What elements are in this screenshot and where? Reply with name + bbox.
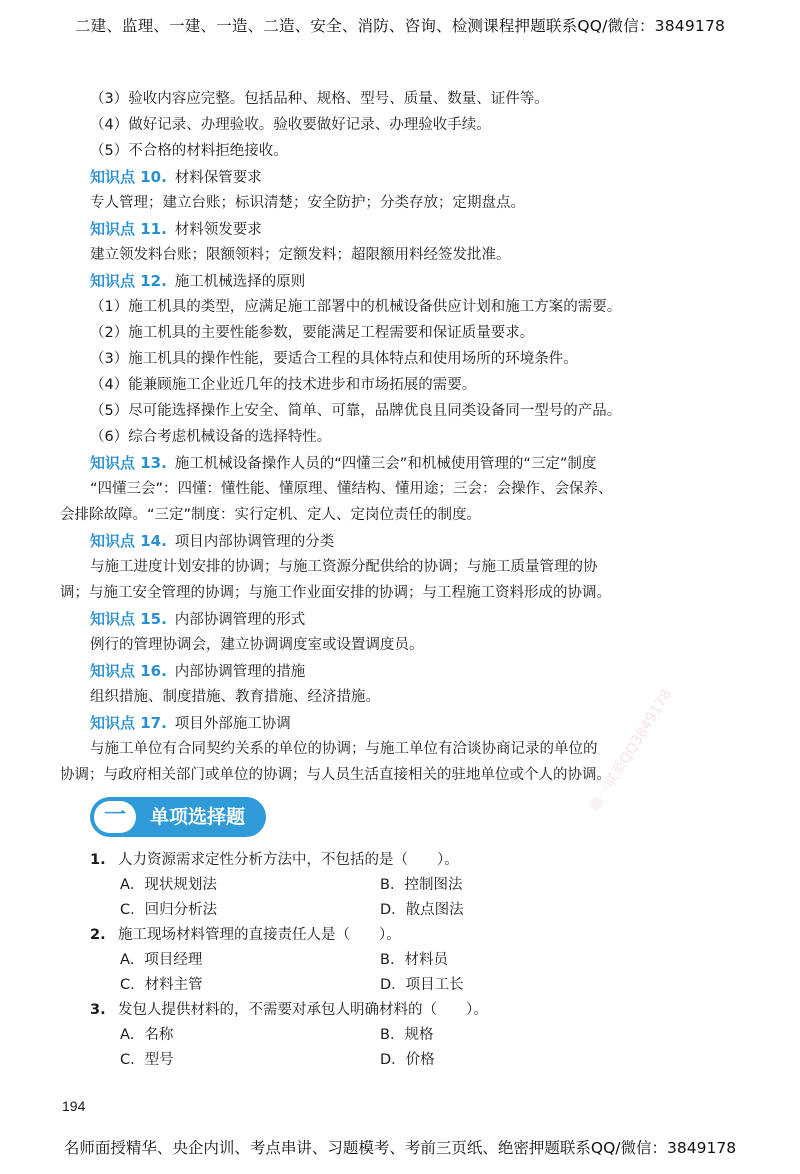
option-d: D．散点图法 xyxy=(380,902,464,918)
list-item: （4）能兼顾施工企业近几年的技术进步和市场拓展的需要。 xyxy=(90,377,477,393)
question-list xyxy=(90,848,690,1073)
list-item: （5）尽可能选择操作上安全、简单、可靠，品牌优良且同类设备同一型号的产品。 xyxy=(90,403,622,419)
list-item: （6）综合考虑机械设备的选择特性。 xyxy=(90,429,332,445)
option-d: D．价格 xyxy=(380,1052,435,1068)
list-item: （4）做好记录、办理验收。验收要做好记录、办理验收手续。 xyxy=(90,117,491,133)
kp-title: 内部协调管理的形式 xyxy=(174,612,306,628)
knowledge-point-13 xyxy=(60,450,700,476)
question-text: 人力资源需求定性分析方法中，不包括的是（ ）。 xyxy=(118,852,459,868)
kp-body: 会排除故障。“三定”制度：实行定机、定人、定岗位责任的制度。 xyxy=(60,507,482,523)
knowledge-point-14 xyxy=(60,528,700,554)
kp-body: 组织措施、制度措施、教育措施、经济措施。 xyxy=(90,689,380,705)
kp-label: 知识点 10. xyxy=(90,168,167,186)
question-number: 2. xyxy=(90,927,106,943)
page-number: 194 xyxy=(62,1098,86,1114)
question-text: 发包人提供材料的，不需要对承包人明确材料的（ ）。 xyxy=(118,1002,488,1018)
knowledge-point-11 xyxy=(60,216,700,242)
knowledge-point-10 xyxy=(60,164,700,190)
option-a: A．名称 xyxy=(120,1027,174,1043)
kp-body: 专人管理；建立台账；标识清楚；安全防护；分类存放；定期盘点。 xyxy=(90,195,525,211)
kp-label: 知识点 13. xyxy=(90,454,167,472)
option-b: B．控制图法 xyxy=(380,877,463,893)
option-a: A．项目经理 xyxy=(120,952,203,968)
question-1 xyxy=(90,848,690,873)
kp-body: “四懂三会”：四懂：懂性能、懂原理、懂结构、懂用途；三会：会操作、会保养、 xyxy=(90,481,613,497)
options-row xyxy=(90,873,690,898)
kp-body: 建立领发料台账；限额领料；定额发料；超限额用料经签发批准。 xyxy=(90,247,511,263)
question-2 xyxy=(90,923,690,948)
options-row xyxy=(90,973,690,998)
question-number: 3. xyxy=(90,1002,106,1018)
list-item: （1）施工机具的类型，应满足施工部署中的机械设备供应计划和施工方案的需要。 xyxy=(90,299,622,315)
question-3 xyxy=(90,998,690,1023)
knowledge-point-15 xyxy=(60,606,700,632)
watermark: 唯一联系QQ3849178 xyxy=(587,686,676,815)
page-footer: 名师面授精华、央企内训、考点串讲、习题模考、考前三页纸、绝密押题联系QQ/微信：3849178 xyxy=(63,1139,737,1157)
section-title: 单项选择题 xyxy=(150,806,246,828)
option-c: C．回归分析法 xyxy=(120,902,218,918)
list-item: （2）施工机具的主要性能参数，要能满足工程需要和保证质量要求。 xyxy=(90,325,535,341)
kp-label: 知识点 17. xyxy=(90,714,167,732)
kp-label: 知识点 11. xyxy=(90,220,167,238)
kp-label: 知识点 12. xyxy=(90,272,167,290)
knowledge-point-12 xyxy=(60,268,700,294)
option-a: A．现状规划法 xyxy=(120,877,217,893)
kp-label: 知识点 16. xyxy=(90,662,167,680)
kp-title: 材料领发要求 xyxy=(174,222,262,238)
kp-label: 知识点 14. xyxy=(90,532,167,550)
kp-body: 与施工单位有合同契约关系的单位的协调；与施工单位有洽谈协商记录的单位的 xyxy=(90,741,598,757)
kp-title: 项目外部施工协调 xyxy=(174,716,291,732)
question-text: 施工现场材料管理的直接责任人是（ ）。 xyxy=(118,927,401,943)
options-row xyxy=(90,948,690,973)
knowledge-point-17 xyxy=(60,710,700,736)
kp-title: 施工机械选择的原则 xyxy=(174,274,306,290)
option-b: B．材料员 xyxy=(380,952,448,968)
list-item: （3）验收内容应完整。包括品种、规格、型号、质量、数量、证件等。 xyxy=(90,91,549,107)
section-banner xyxy=(90,797,266,837)
main-content xyxy=(60,86,700,788)
knowledge-point-16 xyxy=(60,658,700,684)
option-c: C．材料主管 xyxy=(120,977,203,993)
options-row xyxy=(90,1023,690,1048)
kp-body: 与施工进度计划安排的协调；与施工资源分配供给的协调；与施工质量管理的协 xyxy=(90,559,598,575)
kp-title: 内部协调管理的措施 xyxy=(174,664,306,680)
options-row xyxy=(90,898,690,923)
kp-label: 知识点 15. xyxy=(90,610,167,628)
option-b: B．规格 xyxy=(380,1027,434,1043)
kp-body: 例行的管理协调会，建立协调调度室或设置调度员。 xyxy=(90,637,424,653)
list-item: （3）施工机具的操作性能，要适合工程的具体特点和使用场所的环境条件。 xyxy=(90,351,578,367)
options-row xyxy=(90,1048,690,1073)
kp-title: 项目内部协调管理的分类 xyxy=(174,534,335,550)
option-c: C．型号 xyxy=(120,1052,174,1068)
list-item: （5）不合格的材料拒绝接收。 xyxy=(90,143,288,159)
page-header: 二建、监理、一建、一造、二造、安全、消防、咨询、检测课程押题联系QQ/微信：3849178 xyxy=(74,17,726,35)
kp-body: 协调；与政府相关部门或单位的协调；与人员生活直接相关的驻地单位或个人的协调。 xyxy=(60,767,611,783)
option-d: D．项目工长 xyxy=(380,977,464,993)
question-number: 1. xyxy=(90,852,106,868)
kp-title: 施工机械设备操作人员的“四懂三会”和机械使用管理的“三定”制度 xyxy=(174,456,597,472)
section-number: 一 xyxy=(94,801,136,833)
kp-title: 材料保管要求 xyxy=(174,170,262,186)
kp-body: 调；与施工安全管理的协调；与施工作业面安排的协调；与工程施工资料形成的协调。 xyxy=(60,585,611,601)
